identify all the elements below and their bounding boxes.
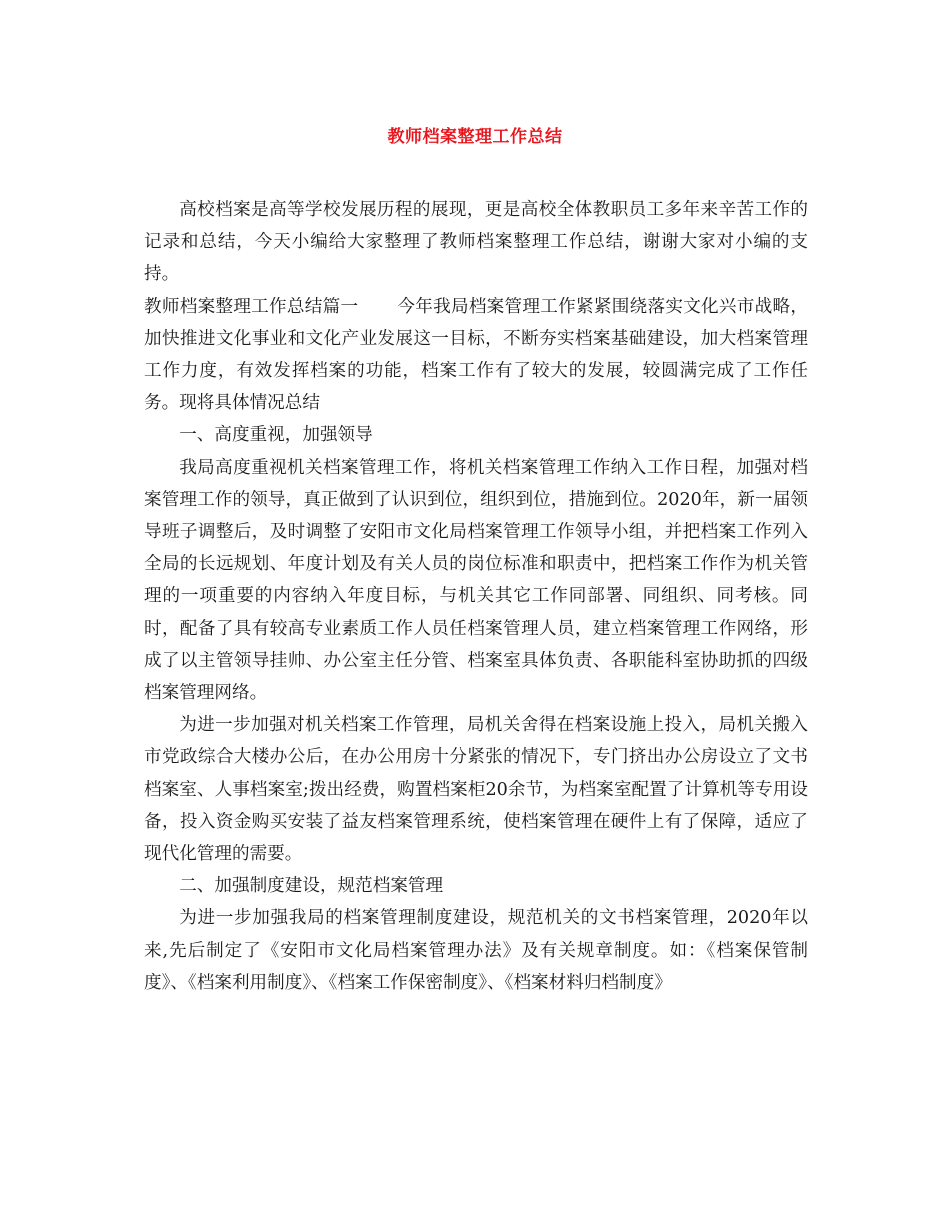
section-label: 教师档案整理工作总结篇一 bbox=[144, 296, 359, 317]
heading-1: 一、高度重视，加强领导 bbox=[179, 425, 373, 446]
intro-paragraph: 高校档案是高等学校发展历程的展现，更是高校全体教职员工多年来辛苦工作的记录和总结，今天小编给大家整理了教师档案整理工作总结，谢谢大家对小编的支持。 bbox=[144, 200, 808, 285]
document-body bbox=[144, 194, 808, 999]
section-opening: 今年我局档案管理工作紧紧围绕落实文化兴市战略，加快推进文化事业和文化产业发展这一目标，不断夯实档案基础建设，加大档案管理工作力度，有效发挥档案的功能，档案工作有了较大的发展，较圆满完成了工作任务。现将具体情况总结 bbox=[144, 296, 808, 414]
paragraph-1: 我局高度重视机关档案管理工作，将机关档案管理工作纳入工作日程，加强对档案管理工作的领导，真正做到了认识到位，组织到位，措施到位。2020年，新一届领导班子调整后，及时调整了安阳市文化局档案管理工作领导小组，并把档案工作列入全局的长远规划、年度计划及有关人员的岗位标准和职责中，把档案工作作为机关管理的一项重要的内容纳入年度目标，与机关其它工作同部署、同组织、同考核。同时，配备了具有较高专业素质工作人员任档案管理人员，建立档案管理工作网络，形成了以主管领导挂帅、办公室主任分管、档案室具体负责、各职能科室协助抓的四级档案管理网络。 bbox=[144, 457, 808, 704]
section-paragraph bbox=[144, 291, 808, 420]
paragraph-3: 为进一步加强我局的档案管理制度建设，规范机关的文书档案管理，2020年以来,先后制定了《安阳市文化局档案管理办法》及有关规章制度。如：《档案保管制度》、《档案利用制度》、《档案工作保密制度》、《档案材料归档制度》 bbox=[144, 908, 808, 993]
paragraph-2: 为进一步加强对机关档案工作管理，局机关舍得在档案设施上投入，局机关搬入市党政综合大楼办公后，在办公用房十分紧张的情况下，专门挤出办公房设立了文书档案室、人事档案室;拨出经费，购置档案柜20余节，为档案室配置了计算机等专用设备，投入资金购买安装了益友档案管理系统，使档案管理在硬件上有了保障，适应了现代化管理的需要。 bbox=[144, 715, 808, 865]
document-title: 教师档案整理工作总结 bbox=[387, 127, 563, 147]
heading-2: 二、加强制度建设，规范档案管理 bbox=[179, 876, 444, 897]
